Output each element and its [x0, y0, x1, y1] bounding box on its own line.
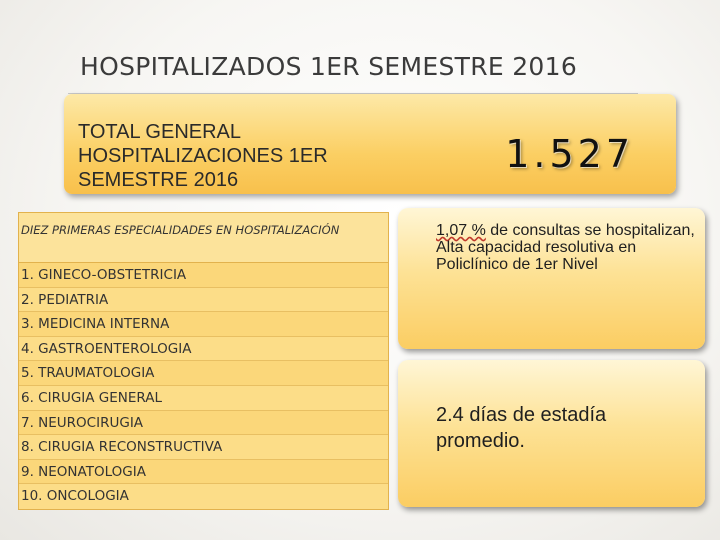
average-stay-text: 2.4 días de estadía promedio. — [436, 404, 607, 452]
table-row: 5. TRAUMATOLOGIA — [19, 361, 388, 386]
table-row: 7. NEUROCIRUGIA — [19, 411, 388, 436]
consultation-rate-description: de consultas se hospitalizan, Alta capacidad resolutiva en Policlínico de 1er Nivel — [436, 222, 695, 273]
total-value: 1.527 — [505, 132, 634, 176]
table-row: 6. CIRUGIA GENERAL — [19, 386, 388, 411]
table-row: 1. GINECO-OBSTETRICIA — [19, 263, 388, 288]
consultation-rate-percent: 1,07 % — [436, 222, 486, 239]
total-hospitalizations-box — [64, 94, 676, 194]
table-row: 9. NEONATOLOGIA — [19, 460, 388, 485]
table-row: 4. GASTROENTEROLOGIA — [19, 337, 388, 362]
slide-title: HOSPITALIZADOS 1ER SEMESTRE 2016 — [80, 52, 578, 81]
specialties-table-header: DIEZ PRIMERAS ESPECIALIDADES EN HOSPITALIZACIÓN — [19, 213, 388, 263]
consultation-rate-card — [398, 208, 705, 349]
consultation-rate-text — [436, 222, 696, 273]
table-row: 10. ONCOLOGIA — [19, 484, 388, 509]
table-row: 2. PEDIATRIA — [19, 288, 388, 313]
average-stay-card — [398, 360, 705, 507]
specialties-table — [18, 212, 389, 510]
table-row: 3. MEDICINA INTERNA — [19, 312, 388, 337]
total-label: TOTAL GENERAL HOSPITALIZACIONES 1ER SEMESTRE 2016 — [78, 121, 328, 191]
table-row: 8. CIRUGIA RECONSTRUCTIVA — [19, 435, 388, 460]
